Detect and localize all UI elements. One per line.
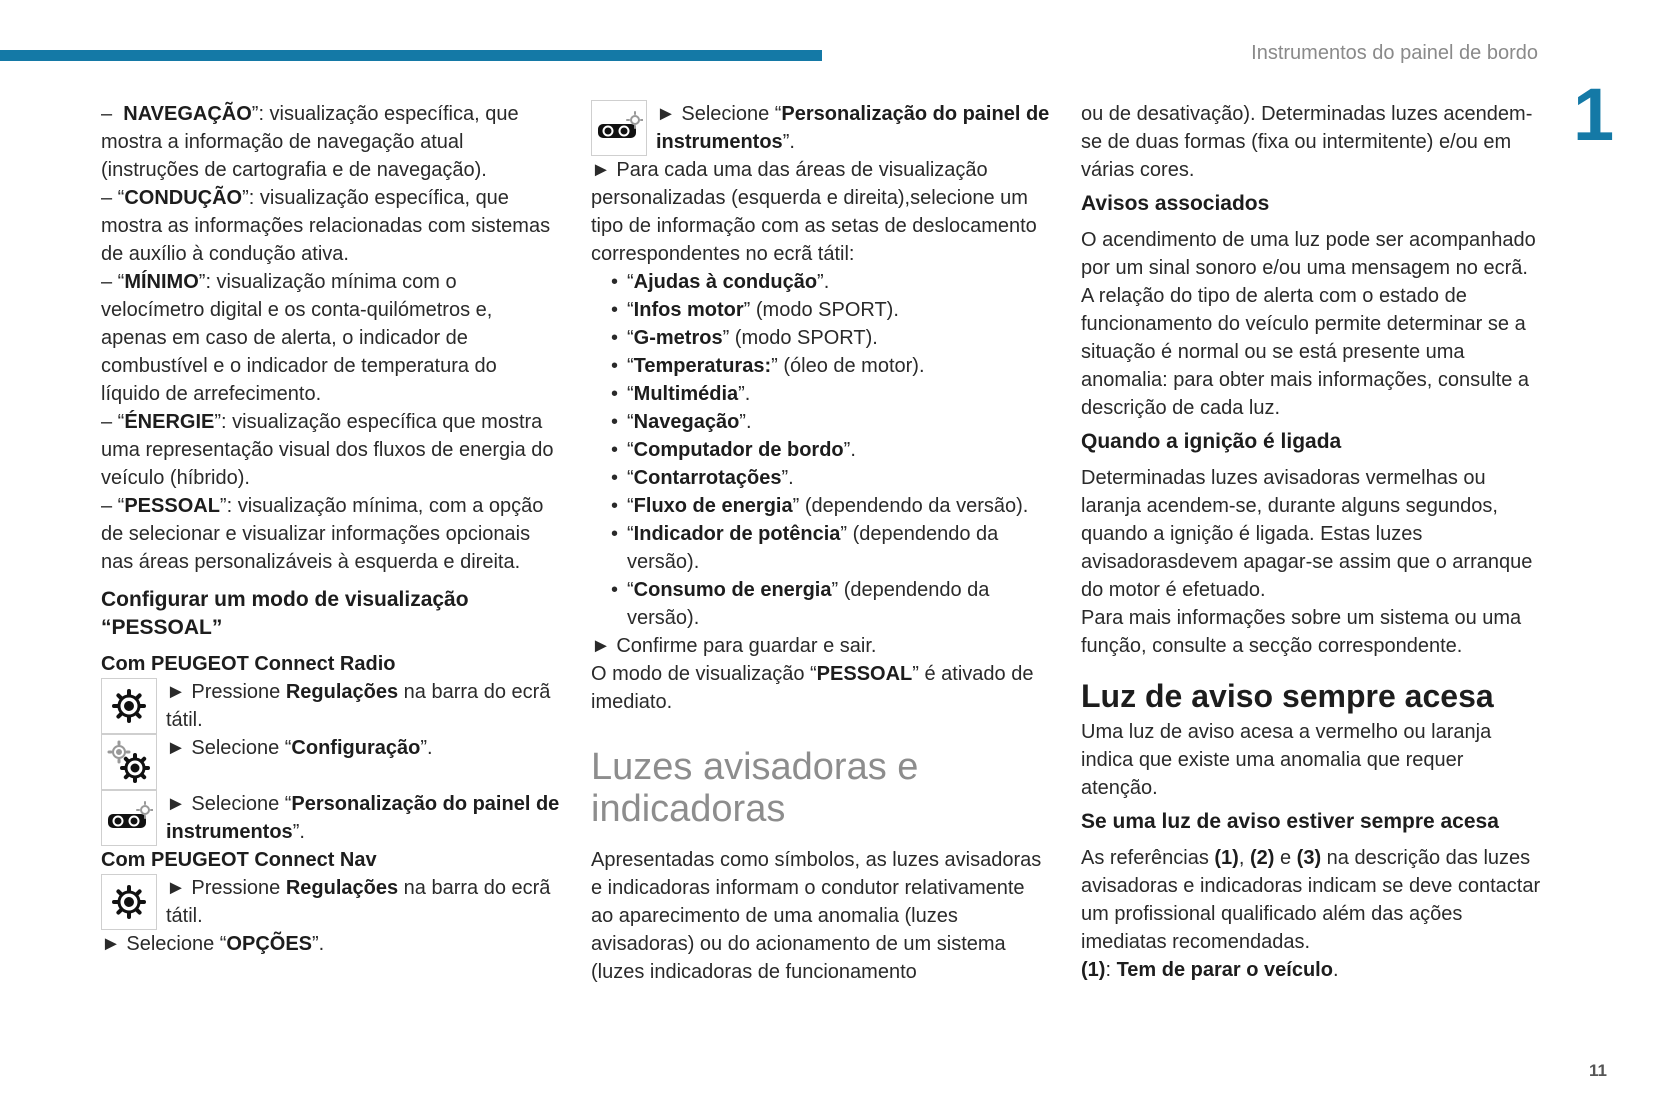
config-heading: Configurar um modo de visualização “PESSOAL” (101, 588, 469, 639)
settings-gears-icon (101, 734, 157, 790)
ignition-p1: Determinadas luzes avisadoras vermelhas ou laranja acendem-se, durante alguns segundos, quando a ignição é ligada. Estas luzes avisadorasdevem apagar-se assim que o arranque do motor é efetuado. (1081, 467, 1533, 601)
if-always-on-heading: Se uma luz de aviso estiver sempre acesa (1081, 810, 1499, 833)
column-2 (591, 100, 1051, 986)
page-number: 11 (1589, 1061, 1607, 1080)
column-1 (101, 100, 561, 958)
instrument-panel-icon (591, 100, 647, 156)
list-item: • “Navegação”. (611, 408, 1051, 436)
mode-conducao: – “CONDUÇÃO”: visualização específica, que mostra as informações relacionadas com sistemas de auxílio à condução ativa. (101, 187, 551, 265)
warning-lights-intro: Apresentadas como símbolos, as luzes avisadoras e indicadoras informam o condutor relativamente ao aparecimento de uma anomalia (luzes avisadoras) ou do acionamento de um sistema (luzes indicadoras de funcionamento (591, 849, 1042, 983)
radio-step-3: ► Selecione “Personalização do painel de instrumentos”. (101, 790, 561, 846)
chapter-number: 1 (1573, 73, 1615, 156)
continuation-text: ou de desativação). Determinadas luzes acendem-se de duas formas (fixa ou intermitente) e/ou em várias cores. (1081, 103, 1533, 181)
nav-step-1: ► Pressione Regulações na barra do ecrã tátil. (101, 874, 561, 930)
list-item: • “Multimédia”. (611, 380, 1051, 408)
list-item: • “Ajudas à condução”. (611, 268, 1051, 296)
ignition-heading: Quando a ignição é ligada (1081, 430, 1342, 453)
section-title: Instrumentos do painel de bordo (1251, 42, 1538, 64)
gear-icon (101, 678, 157, 734)
final-step: ► Selecione “OPÇÕES”. (101, 933, 325, 955)
list-item: • “Temperaturas:” (óleo de motor). (611, 352, 1051, 380)
list-item: • “Fluxo de energia” (dependendo da versão). (611, 492, 1051, 520)
always-on-heading: Luz de aviso sempre acesa (1081, 678, 1494, 714)
references-text: As referências (1), (2) e (3) na descrição das luzes avisadoras e indicadoras indicam se deve contactar um profissional qualificado além das ações imediatas recomendadas. (1081, 847, 1541, 953)
warning-lights-heading: Luzes avisadoras e indicadoras (591, 746, 919, 830)
radio-step-1: ► Pressione Regulações na barra do ecrã tátil. (101, 678, 561, 734)
info-options-list (591, 268, 1051, 632)
confirm-step: ► Confirme para guardar e sair. (591, 635, 877, 657)
header-accent-bar (0, 50, 822, 61)
always-on-text: Uma luz de aviso acesa a vermelho ou laranja indica que existe uma anomalia que requer atenção. (1081, 721, 1492, 799)
mode-pessoal: – “PESSOAL”: visualização mínima, com a opção de selecionar e visualizar informações opcionais nas áreas personalizáveis à esquerda e direita. (101, 495, 544, 573)
list-item: • “Indicador de potência” (dependendo da versão). (611, 520, 1051, 576)
nav-heading: Com PEUGEOT Connect Nav (101, 849, 377, 871)
mode-energie: – “ÉNERGIE”: visualização específica que mostra uma representação visual dos fluxos de energia do veículo (híbrido). (101, 411, 554, 489)
instrument-panel-icon (101, 790, 157, 846)
ignition-p2: Para mais informações sobre um sistema ou uma função, consulte a secção correspondente. (1081, 607, 1522, 657)
panel-step: ► Selecione “Personalização do painel de instrumentos”. (591, 100, 1051, 156)
list-item: • “G-metros” (modo SPORT). (611, 324, 1051, 352)
list-item: • “Consumo de energia” (dependendo da versão). (611, 576, 1051, 632)
column-3 (1081, 100, 1541, 984)
list-item: • “Contarrotações”. (611, 464, 1051, 492)
gear-icon (101, 874, 157, 930)
associated-p1: O acendimento de uma luz pode ser acompanhado por um sinal sonoro e/ou uma mensagem no ecrã. (1081, 229, 1536, 279)
mode-minimo: – “MÍNIMO”: visualização mínima com o velocímetro digital e os conta-quilómetros e, apenas em caso de alerta, o indicador de combustível e o indicador de temperatura do líquido de arrefecimento. (101, 271, 497, 405)
mode-navegacao: – NAVEGAÇÃO”: visualização específica, que mostra a informação de navegação atual (instruções de cartografia e de navegação). (101, 103, 519, 181)
stop-vehicle-note: (1): Tem de parar o veículo. (1081, 959, 1339, 981)
areas-intro: ► Para cada uma das áreas de visualização personalizadas (esquerda e direita),selecione um tipo de informação com as setas de deslocamento correspondentes no ecrã tátil: (591, 159, 1037, 265)
associated-p2: A relação do tipo de alerta com o estado de funcionamento do veículo permite determinar se a situação é normal ou se está presente uma anomalia: para obter mais informações, consulte a descrição de cada luz. (1081, 285, 1530, 419)
radio-heading: Com PEUGEOT Connect Radio (101, 653, 396, 675)
list-item: • “Computador de bordo”. (611, 436, 1051, 464)
list-item: • “Infos motor” (modo SPORT). (611, 296, 1051, 324)
radio-step-2: ► Selecione “Configuração”. (101, 734, 561, 790)
activated-note: O modo de visualização “PESSOAL” é ativado de imediato. (591, 663, 1034, 713)
associated-warnings-heading: Avisos associados (1081, 192, 1270, 215)
